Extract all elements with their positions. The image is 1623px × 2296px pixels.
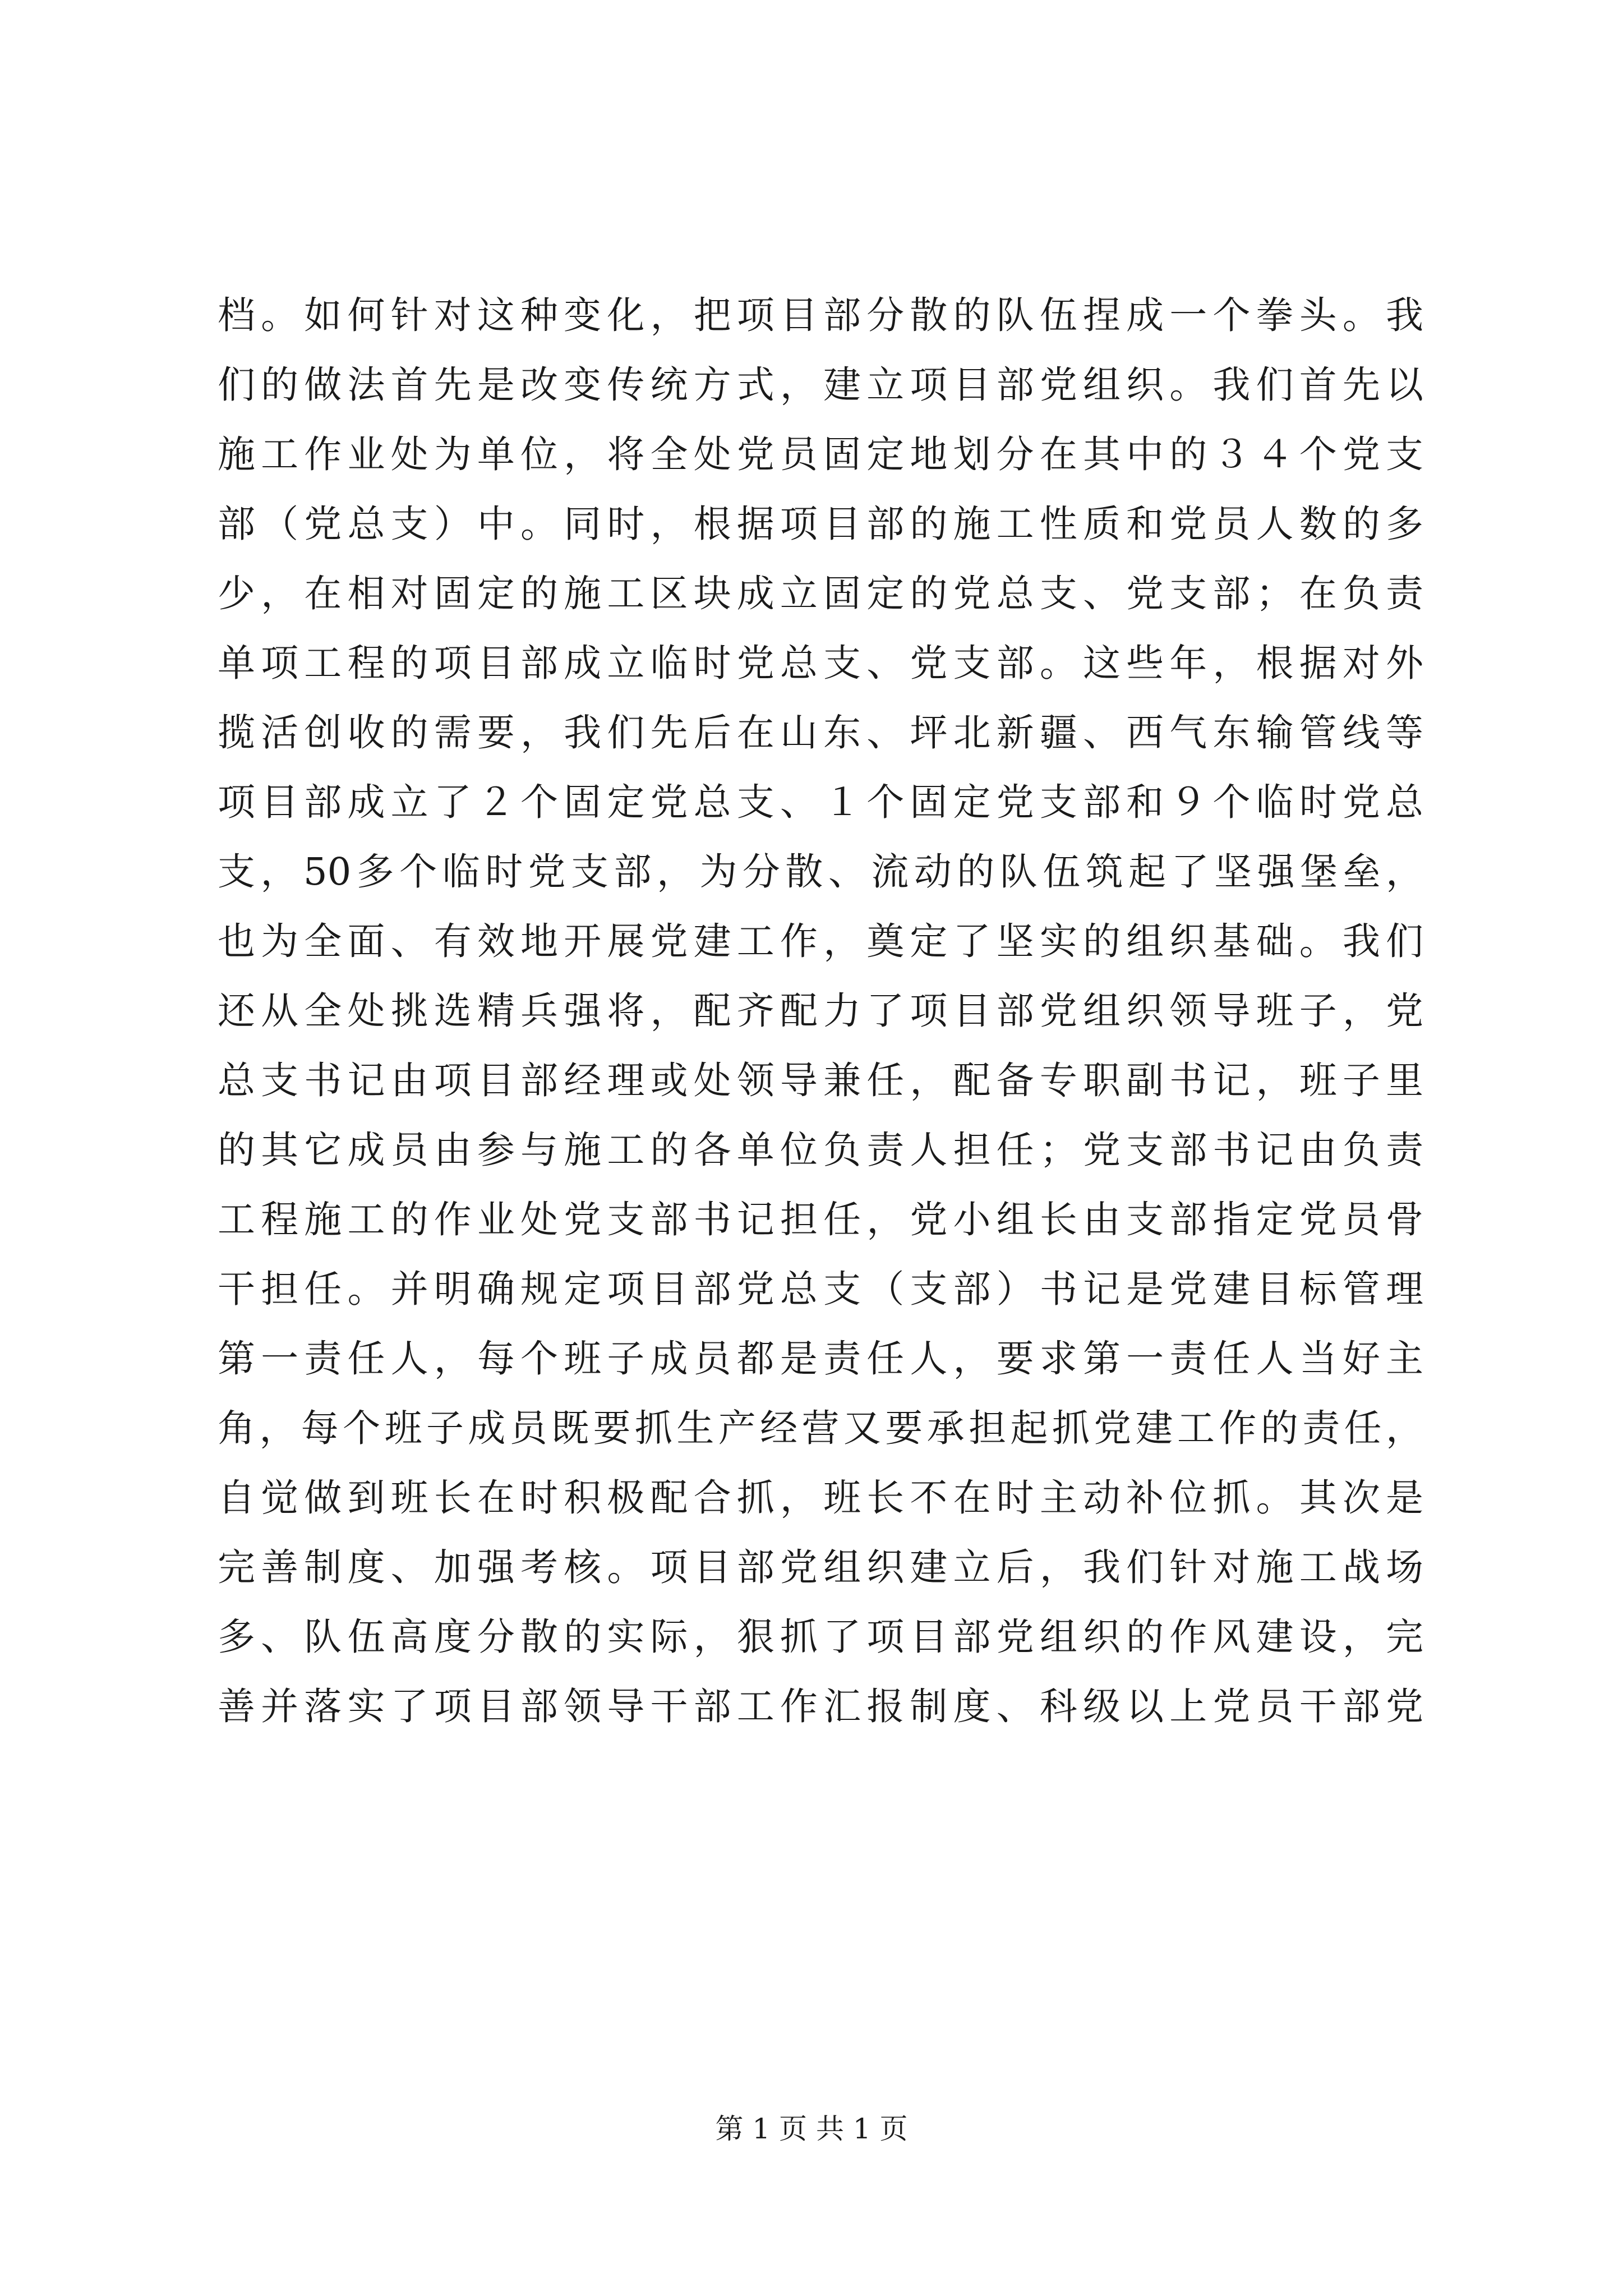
text-line: 档。如何针对这种变化，把项目部分散的队伍捏成一个拳头。我 [218,293,1423,337]
text-line: 支，50多个临时党支部，为分散、流动的队伍筑起了坚强堡垒， [218,850,1423,894]
body-text [218,280,1423,1741]
text-line: 的其它成员由参与施工的各单位负责人担任；党支部书记由负责 [218,1128,1423,1172]
text-line: 角，每个班子成员既要抓生产经营又要承担起抓党建工作的责任， [218,1406,1423,1450]
text-line: 完善制度、加强考核。项目部党组织建立后，我们针对施工战场 [218,1545,1423,1589]
text-line: 部（党总支）中。同时，根据项目部的施工性质和党员人数的多 [218,502,1423,546]
text-line: 单项工程的项目部成立临时党总支、党支部。这些年，根据对外 [218,641,1423,685]
text-line: 总支书记由项目部经理或处领导兼任，配备专职副书记，班子里 [218,1059,1423,1102]
text-line: 第一责任人，每个班子成员都是责任人，要求第一责任人当好主 [218,1337,1423,1381]
text-line: 还从全处挑选精兵强将，配齐配力了项目部党组织领导班子，党 [218,989,1423,1033]
text-line: 揽活创收的需要，我们先后在山东、坪北新疆、西气东输管线等 [218,711,1423,754]
text-line: 项目部成立了２个固定党总支、１个固定党支部和９个临时党总 [218,780,1423,824]
text-line: 们的做法首先是改变传统方式，建立项目部党组织。我们首先以 [218,363,1423,407]
text-line: 工程施工的作业处党支部书记担任，党小组长由支部指定党员骨 [218,1198,1423,1241]
text-line: 少，在相对固定的施工区块成立固定的党总支、党支部；在负责 [218,572,1423,615]
page-footer [0,2106,1623,2147]
text-line: 自觉做到班长在时积极配合抓，班长不在时主动补位抓。其次是 [218,1476,1423,1520]
text-line: 善并落实了项目部领导干部工作汇报制度、科级以上党员干部党 [218,1685,1423,1728]
text-line: 也为全面、有效地开展党建工作，奠定了坚实的组织基础。我们 [218,919,1423,963]
text-line: 施工作业处为单位，将全处党员固定地划分在其中的３４个党支 [218,432,1423,476]
text-line: 多、队伍高度分散的实际，狠抓了项目部党组织的作风建设，完 [218,1615,1423,1659]
page-number-label: 第 1 页 共 1 页 [715,2113,908,2145]
text-line: 干担任。并明确规定项目部党总支（支部）书记是党建目标管理 [218,1267,1423,1311]
